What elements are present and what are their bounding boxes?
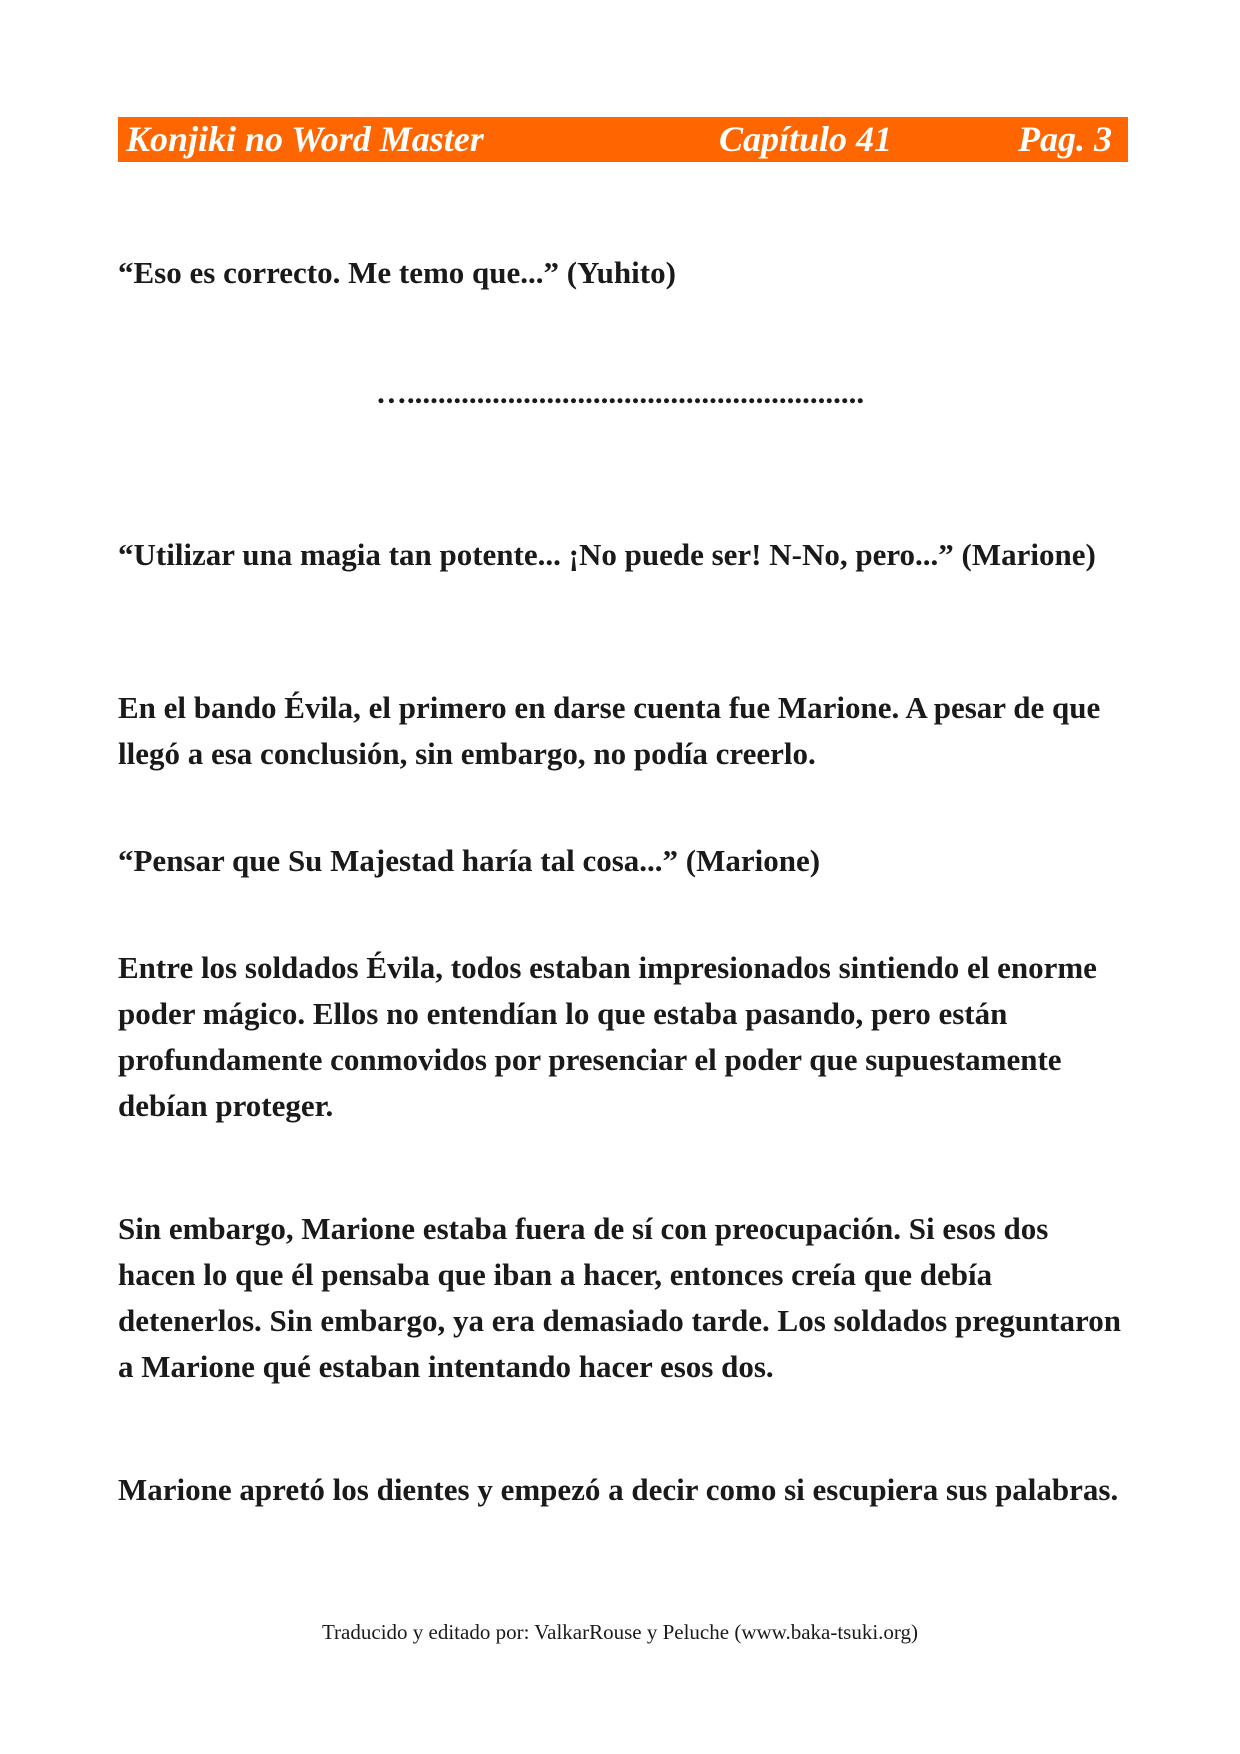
- paragraph-4: “Pensar que Su Majestad haría tal cosa...” (Marione): [118, 843, 821, 878]
- chapter-label: Capítulo 41: [719, 119, 893, 159]
- scene-separator: …...........................................................: [375, 375, 865, 410]
- paragraph-5: Entre los soldados Évila, todos estaban impresionados sintiendo el enorme poder mágico. Ellos no entendían lo que estaba pasando, pero están profundamente conmovidos por presenciar el poder que supuestamente debían proteger.: [118, 950, 1097, 1123]
- page-header-bar: [118, 117, 1128, 162]
- page-number: Pag. 3: [1018, 119, 1112, 159]
- paragraph-3: En el bando Évila, el primero en darse cuenta fue Marione. A pesar de que llegó a esa conclusión, sin embargo, no podía creerlo.: [118, 690, 1101, 771]
- novel-title: Konjiki no Word Master: [126, 119, 484, 159]
- paragraph-7: Marione apretó los dientes y empezó a decir como si escupiera sus palabras.: [118, 1472, 1119, 1507]
- paragraph-1: “Eso es correcto. Me temo que...” (Yuhito): [118, 255, 676, 290]
- translator-credit: Traducido y editado por: ValkarRouse y Peluche (www.baka-tsuki.org): [321, 1620, 919, 1644]
- paragraph-2: “Utilizar una magia tan potente... ¡No puede ser! N-No, pero...” (Marione): [118, 537, 1096, 572]
- paragraph-6: Sin embargo, Marione estaba fuera de sí con preocupación. Si esos dos hacen lo que él pensaba que iban a hacer, entonces creía que debía detenerlos. Sin embargo, ya era demasiado tarde. Los soldados preguntaron a Marione qué estaban intentando hacer esos dos.: [118, 1211, 1121, 1384]
